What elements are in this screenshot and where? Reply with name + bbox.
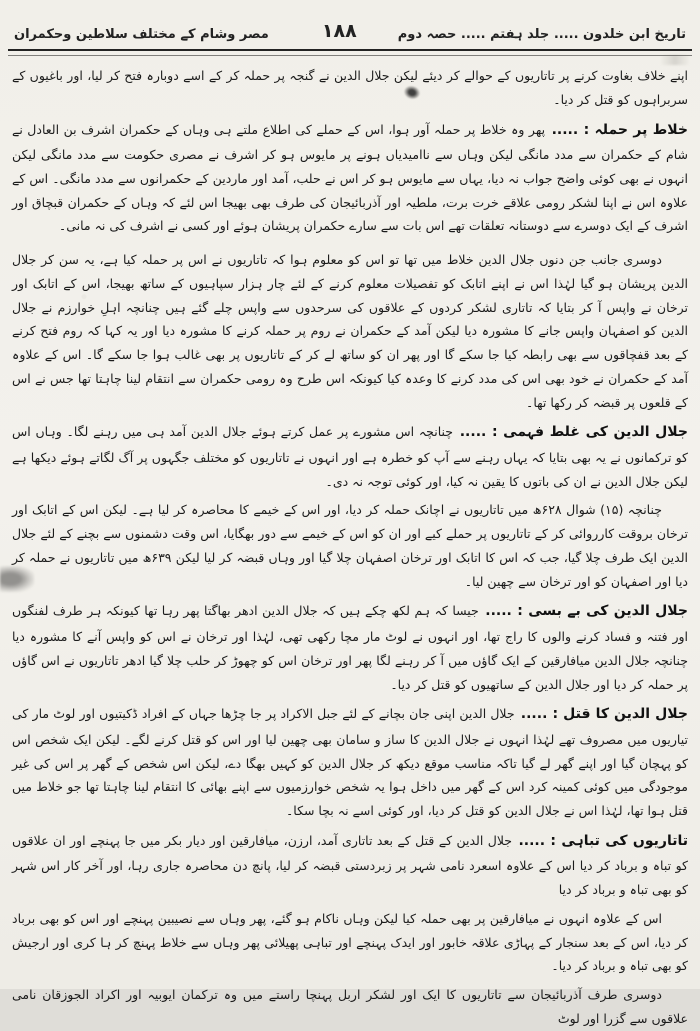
paragraph-tatar-news — [12, 248, 688, 414]
run-in-heading: جلال الدین کی غلط فہمی : ..... — [459, 424, 688, 441]
book-title: تاریخ ابن خلدون ..... جلد ہفتم ..... حصہ دوم — [397, 27, 686, 42]
paragraph-misunderstanding — [12, 419, 688, 493]
paragraph-tatar-destruction — [12, 828, 688, 902]
scan-artifact — [660, 55, 690, 65]
page-header — [8, 16, 692, 44]
paragraph-text: چنانچہ اس مشورے پر عمل کرتے ہوئے جلال الدین آمد ہی میں رہنے لگا۔ وہاں اس کو ترکمانوں نے یہ بھی بتایا کہ یہاں رہنے سے آپ کو خطرہ ہے اور انہوں نے تاتاریوں کو مختلف جگہوں پر آگ لگاتے ہوئے دیکھا ہے لیکن جلال الدین نے ان کی باتوں کا یقین نہ کیا، اور کوئی توجہ نہ دی۔ — [12, 424, 688, 489]
ink-smudge — [0, 566, 34, 592]
paragraph-text: چنانچہ (۱۵) شوال ۶۲۸ھ میں تاتاریوں نے اچانک حملہ کر دیا، اور اس کے خیمے کا محاصرہ کر لیا ہے۔ لیکن اس کے اتابک اور ترخان بروقت کارروائی کر کے تاتاریوں پر حملے کیے اور ان کو اس کے خیمے سے دور بھگایا، اس وقت دشمنوں سے بچنے کے لئے جلال الدین ایک طرف چلا گیا، جب کہ اس کا اتابک اور ترخان اصفہان چلا گیا اور وہاں قبضہ کر لیا لیکن ۶۳۹ھ میں تاتاریوں نے حملہ کر دیا اور اصفہان کو اور ترخان سے چھین لیا۔ — [12, 502, 688, 589]
chapter-title: مصر وشام کے مختلف سلاطین وحکمران — [14, 27, 269, 42]
body-text — [8, 64, 692, 1031]
run-in-heading: جلال الدین کی بے بسی : ..... — [485, 603, 688, 620]
paragraph-murder — [12, 701, 688, 823]
paragraph-helplessness — [12, 598, 688, 696]
paragraph-text: دوسری طرف آذربائیجان سے تاتاریوں کا ایک اور لشکر اربل پہنچا راستے میں وہ ترکمان ایوبیہ اور اکراد الجوزقان نامی علاقوں سے گزرا اور لوٹ — [12, 987, 688, 1026]
run-in-heading: خلاط پر حملہ : ..... — [551, 121, 688, 138]
paragraph-text: اس کے علاوہ انہوں نے میافارقین پر بھی حملہ کیا لیکن وہاں ناکام ہو گئے، پھر وہاں سے نصیبین پہنچے اور اس کو بھی برباد کر دیا، اس کے بعد سنجار کے پہاڑی علاقہ خابور اور ایدک پہنچے اور تباہی پھیلائی پھر وہاں سے خلاط پہنچ کر ہا کری اور ارجیش کو بھی تباہ و برباد کر دیا۔ — [12, 910, 688, 974]
paragraph-text: جلال الدین کے قتل کے بعد تاتاری آمد، ارزن، میافارقین اور دیار بکر میں جا پہنچے اور ان علاقوں کو تباہ و برباد کر دیا اس کے علاوہ اسعرد نامی شہر پر زبردستی قبضہ کر لیا، پانچ دن محاصرہ جاری رہا، اور آخر کار اس شہر کو بھی تباہ و برباد کر دیا — [12, 832, 688, 898]
run-in-heading: جلال الدین کا قتل : ..... — [520, 706, 688, 723]
paragraph-continuation — [12, 64, 688, 112]
page-number: ۱۸۸ — [321, 20, 357, 42]
paragraph-khilat-attack — [12, 117, 688, 239]
run-in-heading: تاتاریوں کی تباہی : ..... — [518, 832, 688, 849]
paragraph-shawwal-attack — [12, 498, 688, 593]
paragraph-text: دوسری جانب جن دنوں جلال الدین خلاط میں تھا تو اس کو معلوم ہوا کہ تاتاریوں نے اس پر حملہ کیا ہے، یہ سن کر جلال الدین پریشان ہو گیا لہٰذا اس نے اپنے اتابک کو تفصیلات معلوم کرنے کے لئے چار ہزار سپاہیوں کے ساتھ بھیجا، اس کے اتابک اور ترخان نے واپس آ کر بتایا کہ تاتاری لشکر کردوں کے علاقوں کی سرحدوں سے واپس چلے گئے ہیں چنانچہ اہلِ خوارزم نے جلال الدین کو اصفہان واپس جانے کا مشورہ دیا لیکن آمد کے حکمران نے روم پر حملہ کرنے کا مشورہ دیا اور یہ کہا کہ روم فتح کرنے کے بعد قفچاقوں سے بھی رابطہ کیا جا سکے گا اور پھر ان کو ساتھ لے کر کے تاتاریوں پر بھی غالب ہوا جا سکے گا۔ اس کے علاوہ آمد کے حکمران نے خود بھی اس کی مدد کرنے کا وعدہ کیا کیونکہ اس طرح وہ رومی حکمران سے انتقام لینا چاہتا تھا جس نے اس کے قلعوں پر قبضہ کر رکھا تھا۔ — [12, 252, 688, 410]
header-divider-rule — [8, 49, 692, 56]
paragraph-irbil-army — [12, 983, 688, 1031]
paragraph-text: اپنے خلاف بغاوت کرنے پر تاتاریوں کے حوالے کر دیئے لیکن جلال الدین نے گنجہ پر حملہ کر کے اسے دوبارہ فتح کر لیا، اور باغیوں کے سربراہوں کو قتل کر دیا۔ — [12, 68, 688, 107]
paragraph-text: پھر وہ خلاط پر حملہ آور ہوا، اس کے حملے کی اطلاع ملتے ہی وہاں کے حکمران اشرف بن العادل نے شام کے حکمران سے مدد مانگی لیکن وہاں سے ناامیدیاں ہونے پر مایوس ہو کر اشرف نے مصری حکومت سے مدد مانگی لیکن انہوں نے بھی کوئی واضح جواب نہ دیا، یہاں سے مایوس ہو کر اس نے حلب، آمد اور ماردین کے حکمرانوں سے مدد مانگی۔ اس کے علاوہ اس نے اپنا لشکر رومی علاقے خرت برت، ملطیہ اور آذربائیجان کی طرف بھی بھیجا اس لئے کہ وہاں کے حکمران قبچاق اور اشرف کے ایک دوسرے سے دوستانہ تعلقات تھے اس بات سے سارے حکمران پریشان ہوئے اور کسی نے اشرف کی نہ مانی۔ — [12, 121, 688, 234]
paragraph-text: جیسا کہ ہم لکھ چکے ہیں کہ جلال الدین ادھر بھاگتا پھر رہا تھا کیونکہ ہر طرف لفنگوں اور فتنہ و فساد کرنے والوں کا راج تھا، اور انہوں نے لوٹ مار مچا رکھی تھی، لہٰذا اور ترخان نے اس کو واپس آنے کا مشورہ دیا چنانچہ جلال الدین میافارقین کے ایک گاؤں میں آ کر رہنے لگا پھر اور ترخان اس کو چھوڑ کر حلب چلا گیا ادھر تاتاریوں نے اس گاؤں پر حملہ کر دیا اور جلال الدین کے ساتھیوں کو قتل کر دیا۔ — [12, 603, 688, 692]
paragraph-mayafariqin — [12, 907, 688, 978]
paragraph-text: جلال الدین اپنی جان بچانے کے لئے جبل الاکراد پر جا چڑھا جہاں کے افراد ڈکیتیوں اور لوٹ مار کی تیاریوں میں مصروف تھے لہٰذا انہوں نے جلال الدین کا ساز و سامان بھی چھین لیا اور اس کو قتل کرنے لگے۔ لیکن ایک شخص اس کو پہچان گیا اور اپنے گھر لے گیا تاکہ مناسب موقع دیکھ کر جلال الدین کو کہیں بھگا دے، لیکن اس شخص کے گھر پر اس کی غیر موجودگی میں کوئی کمینہ کرد اس کے گھر میں داخل ہوا یہ شخص خوارزمیوں سے اپنے بھائی کا انتقام لینا چاہتا تھا جو خلاط میں قتل ہوا تھا، لہٰذا اس نے جلال الدین کو قتل کر دیا، اور کوئی اسے نہ بچا سکا۔ — [12, 706, 688, 819]
